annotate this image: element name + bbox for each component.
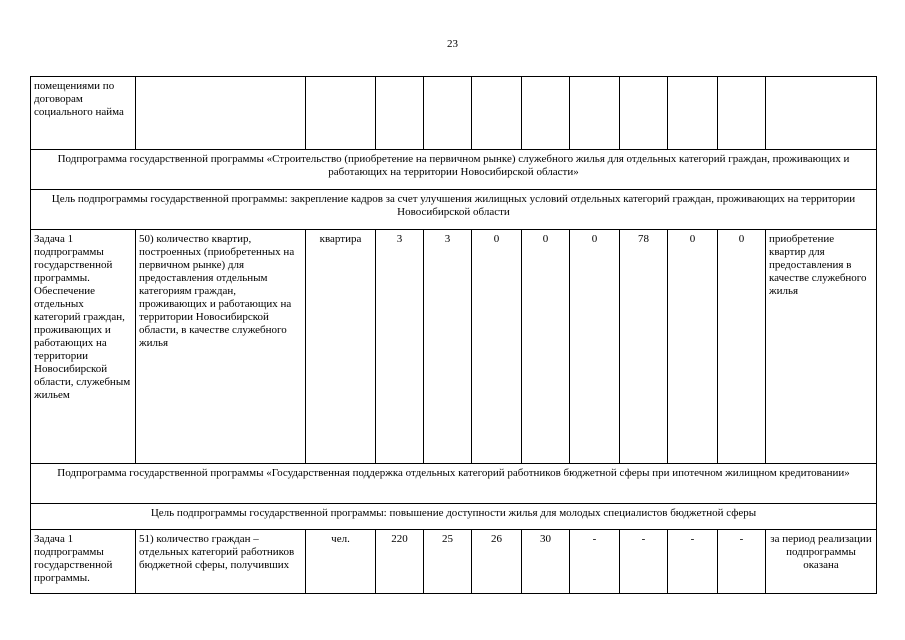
page-number: 23 [447, 38, 458, 50]
value-cell: 25 [424, 530, 472, 594]
subprogram-row [31, 464, 877, 504]
value-cell [472, 77, 522, 150]
value-cell: 0 [522, 230, 570, 464]
value-cell: 0 [570, 230, 620, 464]
value-cell [668, 77, 718, 150]
note-cell: приобретение квартир для предоставления в качестве служебного жилья [766, 230, 877, 464]
unit-cell [306, 77, 376, 150]
subprogram-row [31, 150, 877, 190]
goal-row [31, 504, 877, 530]
value-cell: 0 [668, 230, 718, 464]
value-cell [570, 77, 620, 150]
table-row-continued [31, 77, 877, 150]
unit-cell: чел. [306, 530, 376, 594]
table-row-task-50 [31, 230, 877, 464]
value-cell: 30 [522, 530, 570, 594]
value-cell [620, 77, 668, 150]
indicator-cell [136, 77, 306, 150]
value-cell: 78 [620, 230, 668, 464]
value-cell: - [668, 530, 718, 594]
goal-title: Цель подпрограммы государственной программы: закрепление кадров за счет улучшения жилищных условий отдельных категорий граждан, проживающих на территории Новосибирской области [31, 190, 877, 230]
value-cell [376, 77, 424, 150]
subprogram-title: Подпрограмма государственной программы «Государственная поддержка отдельных категорий работников бюджетной сферы при ипотечном жилищном кредитовании» [31, 464, 877, 504]
task-cell: помещениями по договорам социального найма [31, 77, 136, 150]
value-cell [522, 77, 570, 150]
value-cell: 26 [472, 530, 522, 594]
value-cell: - [718, 530, 766, 594]
value-cell: 0 [472, 230, 522, 464]
value-cell: 220 [376, 530, 424, 594]
goal-title: Цель подпрограммы государственной программы: повышение доступности жилья для молодых специалистов бюджетной сферы [31, 504, 877, 530]
value-cell: - [570, 530, 620, 594]
value-cell [424, 77, 472, 150]
indicator-cell: 51) количество граждан – отдельных категорий работников бюджетной сферы, получивших [136, 530, 306, 594]
indicators-table [30, 76, 877, 594]
note-cell: за период реализации подпрограммы оказана [766, 530, 877, 594]
value-cell: 3 [376, 230, 424, 464]
indicator-cell: 50) количество квартир, построенных (приобретенных на первичном рынке) для предоставления отдельным категориям граждан, проживающих и работающих на территории Новосибирской области, в качестве служебного жилья [136, 230, 306, 464]
value-cell: 3 [424, 230, 472, 464]
goal-row [31, 190, 877, 230]
task-cell: Задача 1 подпрограммы государственной программы. [31, 530, 136, 594]
unit-cell: квартира [306, 230, 376, 464]
table-row-task-51 [31, 530, 877, 594]
note-cell [766, 77, 877, 150]
value-cell [718, 77, 766, 150]
task-cell: Задача 1 подпрограммы государственной программы. Обеспечение отдельных категорий граждан, проживающих и работающих на территории Новосибирской области, служебным жильем [31, 230, 136, 464]
value-cell: - [620, 530, 668, 594]
value-cell: 0 [718, 230, 766, 464]
subprogram-title: Подпрограмма государственной программы «Строительство (приобретение на первичном рынке) служебного жилья для отдельных категорий граждан, проживающих и работающих на территории Новосибирской области» [31, 150, 877, 190]
